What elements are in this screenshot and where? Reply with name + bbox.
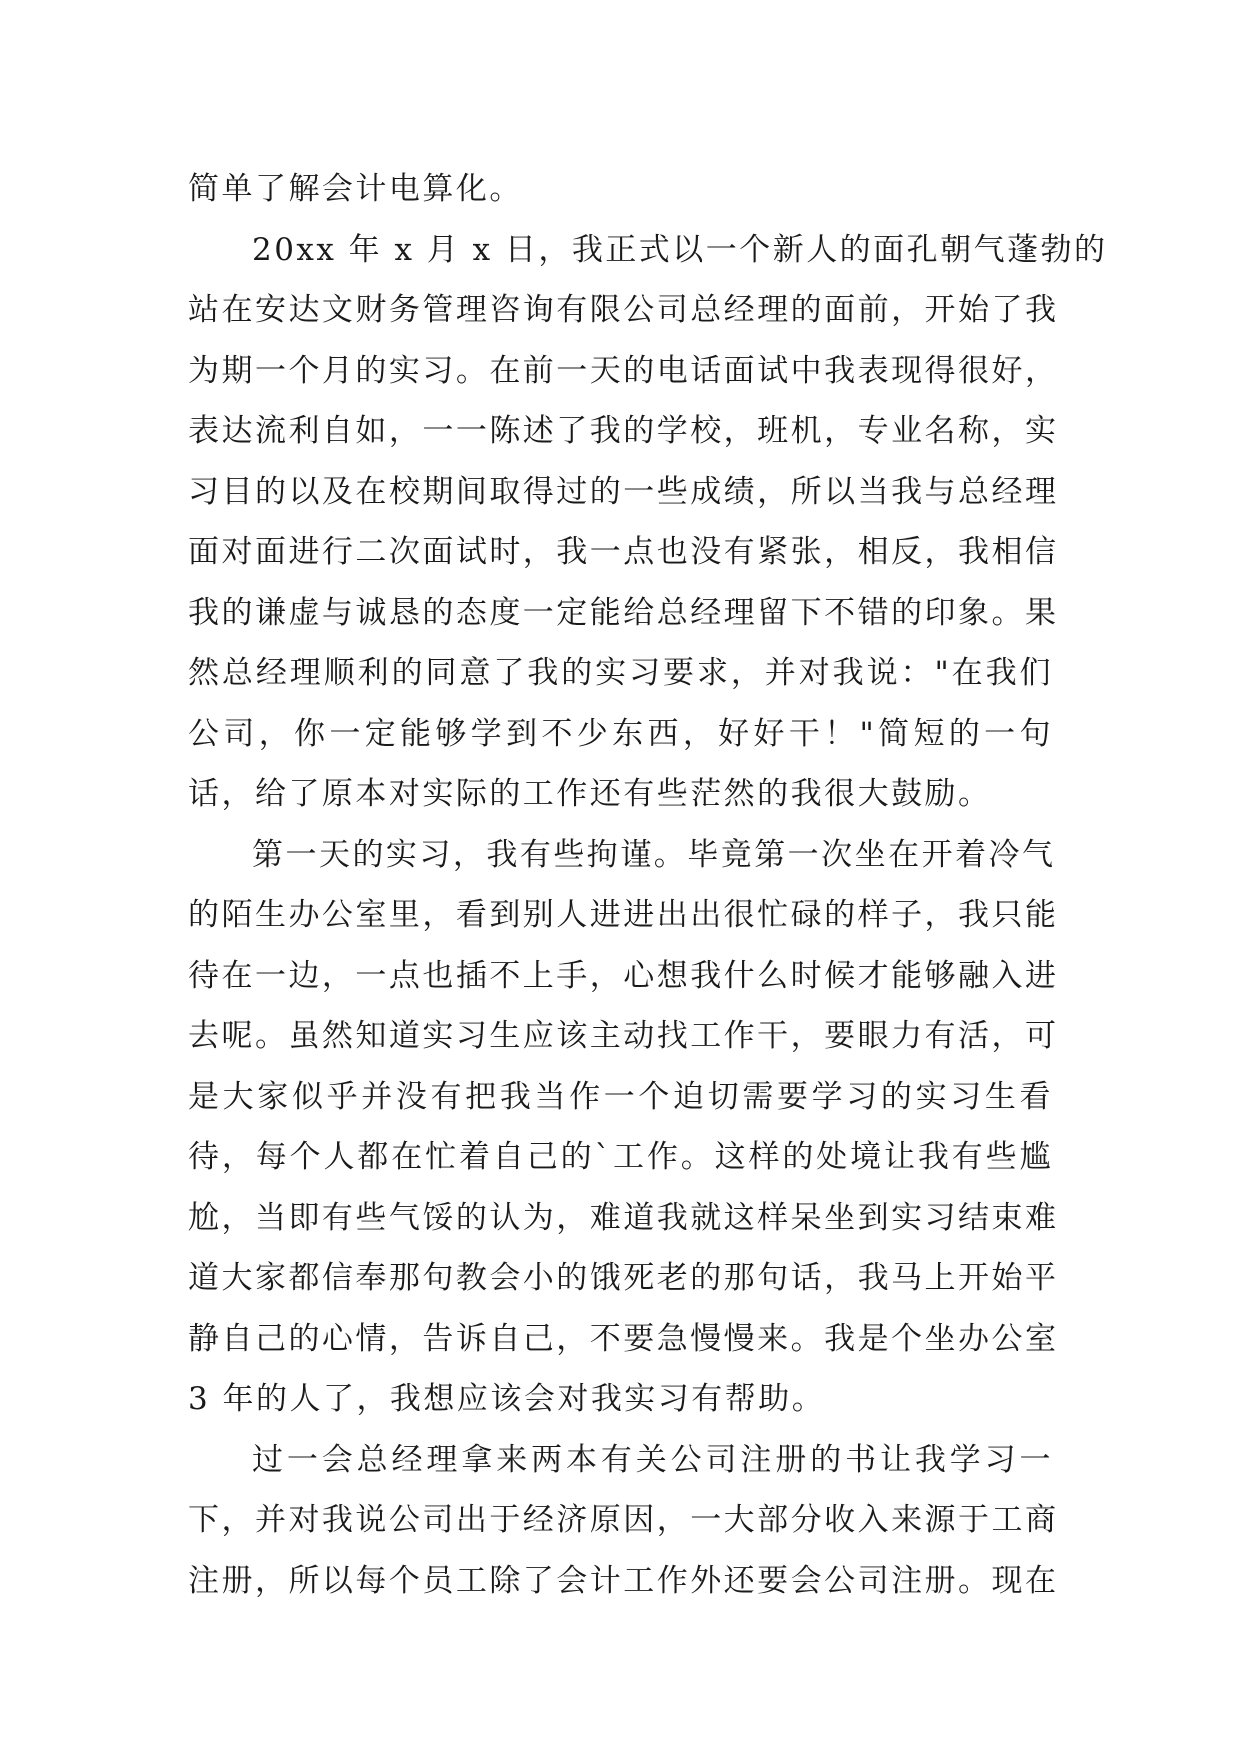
- text-line: 面对面进行二次面试时，我一点也没有紧张，相反，我相信: [188, 534, 1059, 570]
- paragraph: [188, 1430, 1059, 1612]
- text-line: 的陌生办公室里，看到别人进进出出很忙碌的样子，我只能: [188, 897, 1059, 933]
- text-line: 第一天的实习，我有些拘谨。毕竟第一次坐在开着冷气: [252, 836, 1056, 873]
- paragraph: [188, 220, 1108, 825]
- text-line: 是大家似乎并没有把我当作一个迫切需要学习的实习生看: [188, 1078, 1053, 1115]
- text-line: 过一会总经理拿来两本有关公司注册的书让我学习一: [252, 1441, 1053, 1478]
- text-line: 公司，你一定能够学到不少东西，好好干！"简短的一句: [188, 715, 1053, 752]
- text-line: 去呢。虽然知道实习生应该主动找工作干，要眼力有活，可: [188, 1018, 1059, 1054]
- text-line: 站在安达文财务管理咨询有限公司总经理的面前，开始了我: [188, 292, 1059, 328]
- document-body: [188, 159, 1108, 1611]
- paragraph: [188, 159, 1053, 220]
- text-line: 待，每个人都在忙着自己的`工作。这样的处境让我有些尴: [188, 1139, 1053, 1175]
- paragraph: [188, 825, 1059, 1430]
- text-line: 3 年的人了，我想应该会对我实习有帮助。: [188, 1381, 826, 1417]
- text-line: 为期一个月的实习。在前一天的电话面试中我表现得很好，: [188, 352, 1059, 389]
- text-line: 尬，当即有些气馁的认为，难道我就这样呆坐到实习结束难: [188, 1199, 1059, 1236]
- text-line: 简单了解会计电算化。: [188, 171, 523, 207]
- text-line: 我的谦虚与诚恳的态度一定能给总经理留下不错的印象。果: [188, 594, 1059, 631]
- text-line: 表达流利自如，一一陈述了我的学校，班机，专业名称，实: [188, 413, 1059, 449]
- text-line: 待在一边，一点也插不上手，心想我什么时候才能够融入进: [188, 957, 1059, 994]
- text-line: 注册，所以每个员工除了会计工作外还要会公司注册。现在: [188, 1562, 1059, 1599]
- text-line: 道大家都信奉那句教会小的饿死老的那句话，我马上开始平: [188, 1260, 1059, 1296]
- text-line: 话，给了原本对实际的工作还有些茫然的我很大鼓励。: [188, 776, 992, 812]
- text-line: 20xx 年 x 月 x 日，我正式以一个新人的面孔朝气蓬勃的: [252, 231, 1108, 268]
- text-line: 静自己的心情，告诉自己，不要急慢慢来。我是个坐办公室: [188, 1320, 1059, 1357]
- text-line: 然总经理顺利的同意了我的实习要求，并对我说："在我们: [188, 655, 1053, 691]
- text-line: 习目的以及在校期间取得过的一些成绩，所以当我与总经理: [188, 473, 1059, 510]
- text-line: 下，并对我说公司出于经济原因，一大部分收入来源于工商: [188, 1502, 1059, 1538]
